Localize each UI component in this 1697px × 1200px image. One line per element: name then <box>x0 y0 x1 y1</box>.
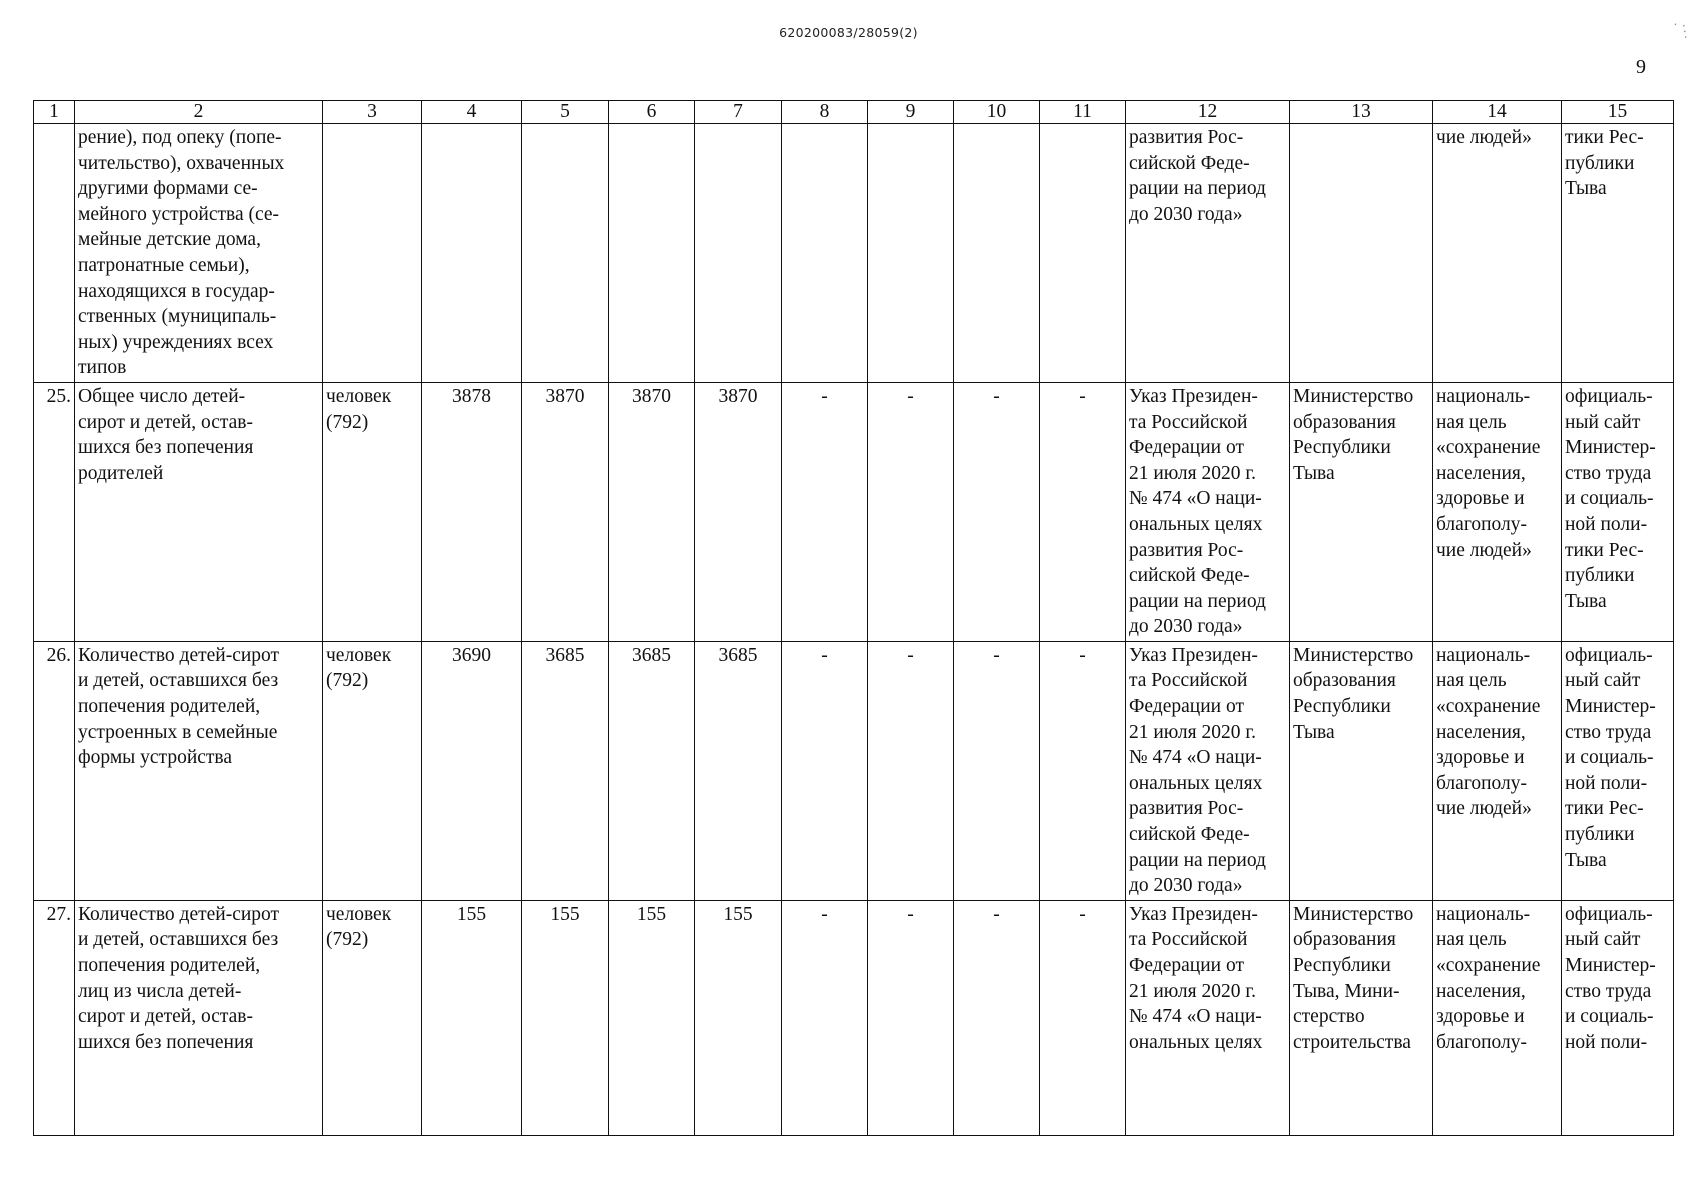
cell-line: ональных целях <box>1129 772 1263 794</box>
value-cell: - <box>1040 900 1126 1135</box>
cell-line: стерство <box>1293 1006 1365 1028</box>
cell-line: Министер- <box>1565 696 1656 718</box>
value-cell <box>695 124 782 383</box>
cell-line: та Российской <box>1129 929 1248 951</box>
cell-line: ная цель <box>1436 411 1507 433</box>
column-header-15: 15 <box>1562 101 1674 124</box>
cell-line: рации на период <box>1129 590 1266 612</box>
responsible-body <box>1290 124 1433 383</box>
cell-line: попечения родителей, <box>78 696 261 718</box>
cell-line: чие людей» <box>1436 798 1532 820</box>
cell-line: публики <box>1565 824 1635 846</box>
document-id: 620200083/28059(2) <box>779 25 918 40</box>
cell-line: та Российской <box>1129 670 1248 692</box>
cell-line: Указ Президен- <box>1129 385 1258 407</box>
cell-line: публики <box>1565 565 1635 587</box>
cell-line: шихся без попечения <box>78 1031 254 1053</box>
value-cell: - <box>954 900 1040 1135</box>
cell-line: развития Рос- <box>1129 539 1244 561</box>
cell-line: здоровье и <box>1436 488 1525 510</box>
cell-line: находящихся в государ- <box>78 280 275 302</box>
data-source <box>1562 900 1674 1135</box>
value-cell: 3685 <box>609 641 695 900</box>
value-cell <box>522 124 609 383</box>
unit-of-measure <box>323 900 422 1135</box>
cell-line: сийской Феде- <box>1129 565 1250 587</box>
cell-line: населения, <box>1436 462 1526 484</box>
cell-line: и социаль- <box>1565 488 1654 510</box>
value-cell: - <box>954 641 1040 900</box>
scan-artifact: ⋅ ⋱ <box>1669 17 1694 41</box>
column-header-7: 7 <box>695 101 782 124</box>
indicator-name <box>75 124 323 383</box>
cell-line: Министерство <box>1293 644 1414 666</box>
column-header-12: 12 <box>1126 101 1290 124</box>
cell-line: тики Рес- <box>1565 127 1644 148</box>
cell-line: Указ Президен- <box>1129 644 1258 666</box>
cell-line: рации на период <box>1129 178 1266 200</box>
cell-line: и детей, оставшихся без <box>78 670 279 692</box>
value-cell: 3870 <box>609 382 695 641</box>
value-cell <box>782 124 868 383</box>
cell-line: ство труда <box>1565 980 1652 1002</box>
cell-line: до 2030 года» <box>1129 875 1243 897</box>
cell-line: здоровье и <box>1436 1006 1525 1028</box>
cell-line: «сохранение <box>1436 696 1541 718</box>
cell-line: ный сайт <box>1565 670 1641 692</box>
value-cell: - <box>868 382 954 641</box>
cell-line: человек <box>326 903 392 925</box>
cell-line: Тыва <box>1293 462 1335 484</box>
cell-line: Федерации от <box>1129 955 1244 976</box>
cell-line: Республики <box>1293 696 1391 718</box>
data-source <box>1562 124 1674 383</box>
value-cell <box>1040 124 1126 383</box>
unit-of-measure <box>323 382 422 641</box>
cell-line: чительство), охваченных <box>78 152 285 174</box>
unit-of-measure <box>323 124 422 383</box>
indicator-name <box>75 900 323 1135</box>
value-cell <box>422 124 522 383</box>
cell-line: мейные детские дома, <box>78 229 261 251</box>
responsible-body <box>1290 382 1433 641</box>
cell-line: лиц из числа детей- <box>78 980 242 1002</box>
cell-line: ной поли- <box>1565 1031 1648 1053</box>
cell-line: устроенных в семейные <box>78 721 278 743</box>
cell-line: 21 июля 2020 г. <box>1129 462 1257 484</box>
cell-line: строительства <box>1293 1031 1411 1053</box>
value-cell: 155 <box>522 900 609 1135</box>
row-number: 25. <box>34 382 75 641</box>
cell-line: Общее число детей- <box>78 385 246 407</box>
cell-line: Количество детей-сирот <box>78 903 280 925</box>
cell-line: № 474 «О наци- <box>1129 747 1262 769</box>
table-row <box>34 382 1674 641</box>
value-cell: - <box>1040 641 1126 900</box>
cell-line: (792) <box>326 670 369 692</box>
cell-line: благополу- <box>1436 1031 1527 1053</box>
table-row <box>34 641 1674 900</box>
cell-line: сийской Феде- <box>1129 152 1250 174</box>
column-header-2: 2 <box>75 101 323 124</box>
value-cell: - <box>782 382 868 641</box>
cell-line: Тыва, Мини- <box>1293 980 1400 1002</box>
cell-line: ство труда <box>1565 721 1652 743</box>
column-header-3: 3 <box>323 101 422 124</box>
responsible-body <box>1290 900 1433 1135</box>
cell-line: националь- <box>1436 644 1531 666</box>
unit-of-measure <box>323 641 422 900</box>
cell-line: сирот и детей, остав- <box>78 1006 253 1028</box>
cell-line: Республики <box>1293 437 1391 459</box>
cell-line: ональных целях <box>1129 513 1263 535</box>
cell-line: образования <box>1293 670 1396 692</box>
column-number-row <box>34 101 1674 124</box>
value-cell: 155 <box>609 900 695 1135</box>
cell-line: формы устройства <box>78 747 233 769</box>
cell-line: Министерство <box>1293 385 1414 407</box>
value-cell: - <box>868 900 954 1135</box>
cell-line: образования <box>1293 929 1396 951</box>
value-cell: 3690 <box>422 641 522 900</box>
table-row <box>34 124 1674 383</box>
value-cell: - <box>868 641 954 900</box>
cell-line: «сохранение <box>1436 955 1541 976</box>
cell-line: 21 июля 2020 г. <box>1129 721 1257 743</box>
cell-line: до 2030 года» <box>1129 203 1243 225</box>
cell-line: и детей, оставшихся без <box>78 929 279 951</box>
column-header-1: 1 <box>34 101 75 124</box>
row-number: 26. <box>34 641 75 900</box>
cell-line: образования <box>1293 411 1396 433</box>
cell-line: развития Рос- <box>1129 127 1244 148</box>
cell-line: Федерации от <box>1129 437 1244 459</box>
cell-line: «сохранение <box>1436 437 1541 459</box>
cell-line: Федерации от <box>1129 696 1244 718</box>
value-cell: 3685 <box>695 641 782 900</box>
row-number <box>34 124 75 383</box>
cell-line: мейного устройства (се- <box>78 203 280 225</box>
column-header-9: 9 <box>868 101 954 124</box>
cell-line: ная цель <box>1436 670 1507 692</box>
cell-line: рение), под опеку (попе- <box>78 127 282 148</box>
column-header-10: 10 <box>954 101 1040 124</box>
cell-line: официаль- <box>1565 385 1653 407</box>
cell-line: населения, <box>1436 721 1526 743</box>
cell-line: ственных (муниципаль- <box>78 306 277 328</box>
cell-line: родителей <box>78 462 164 484</box>
cell-line: попечения родителей, <box>78 955 261 976</box>
cell-line: человек <box>326 385 392 407</box>
cell-line: националь- <box>1436 903 1531 925</box>
cell-line: официаль- <box>1565 903 1653 925</box>
data-source <box>1562 641 1674 900</box>
cell-line: сийской Феде- <box>1129 824 1250 846</box>
cell-line: Министерство <box>1293 903 1414 925</box>
cell-line: официаль- <box>1565 644 1653 666</box>
legal-basis <box>1126 641 1290 900</box>
value-cell: - <box>1040 382 1126 641</box>
value-cell: - <box>782 641 868 900</box>
legal-basis <box>1126 124 1290 383</box>
cell-line: благополу- <box>1436 772 1527 794</box>
cell-line: чие людей» <box>1436 539 1532 561</box>
cell-line: Республики <box>1293 955 1391 976</box>
cell-line: Министер- <box>1565 955 1656 976</box>
legal-basis <box>1126 382 1290 641</box>
indicators-table <box>33 100 1674 1136</box>
value-cell: 155 <box>695 900 782 1135</box>
cell-line: (792) <box>326 411 369 433</box>
row-number: 27. <box>34 900 75 1135</box>
responsible-body <box>1290 641 1433 900</box>
column-header-13: 13 <box>1290 101 1433 124</box>
indicator-name <box>75 641 323 900</box>
cell-line: и социаль- <box>1565 747 1654 769</box>
value-cell <box>609 124 695 383</box>
data-source <box>1562 382 1674 641</box>
cell-line: шихся без попечения <box>78 437 254 459</box>
cell-line: ный сайт <box>1565 411 1641 433</box>
cell-line: Количество детей-сирот <box>78 644 280 666</box>
cell-line: 21 июля 2020 г. <box>1129 980 1257 1002</box>
column-header-5: 5 <box>522 101 609 124</box>
value-cell: 155 <box>422 900 522 1135</box>
national-goal <box>1433 124 1562 383</box>
table-row <box>34 900 1674 1135</box>
cell-line: развития Рос- <box>1129 798 1244 820</box>
column-header-4: 4 <box>422 101 522 124</box>
column-header-8: 8 <box>782 101 868 124</box>
cell-line: та Российской <box>1129 411 1248 433</box>
cell-line: ных) учреждениях всех <box>78 331 274 353</box>
cell-line: Министер- <box>1565 437 1656 459</box>
cell-line: здоровье и <box>1436 747 1525 769</box>
cell-line: ство труда <box>1565 462 1652 484</box>
national-goal <box>1433 382 1562 641</box>
cell-line: тики Рес- <box>1565 798 1644 820</box>
cell-line: публики <box>1565 152 1635 174</box>
cell-line: человек <box>326 644 392 666</box>
national-goal <box>1433 641 1562 900</box>
value-cell: 3870 <box>522 382 609 641</box>
cell-line: населения, <box>1436 980 1526 1002</box>
cell-line: (792) <box>326 929 369 951</box>
cell-line: националь- <box>1436 385 1531 407</box>
cell-line: ная цель <box>1436 929 1507 951</box>
cell-line: другими формами се- <box>78 178 258 200</box>
value-cell: 3878 <box>422 382 522 641</box>
value-cell: - <box>954 382 1040 641</box>
value-cell: 3870 <box>695 382 782 641</box>
cell-line: Тыва <box>1565 849 1607 871</box>
cell-line: ональных целях <box>1129 1031 1263 1053</box>
cell-line: типов <box>78 357 127 379</box>
column-header-11: 11 <box>1040 101 1126 124</box>
value-cell <box>868 124 954 383</box>
cell-line: Тыва <box>1565 178 1607 200</box>
column-header-14: 14 <box>1433 101 1562 124</box>
cell-line: тики Рес- <box>1565 539 1644 561</box>
page-number: 9 <box>1636 56 1646 78</box>
cell-line: благополу- <box>1436 513 1527 535</box>
indicator-name <box>75 382 323 641</box>
cell-line: ной поли- <box>1565 513 1648 535</box>
cell-line: ной поли- <box>1565 772 1648 794</box>
cell-line: сирот и детей, остав- <box>78 411 253 433</box>
cell-line: Тыва <box>1293 721 1335 743</box>
cell-line: чие людей» <box>1436 127 1532 148</box>
cell-line: Указ Президен- <box>1129 903 1258 925</box>
column-header-6: 6 <box>609 101 695 124</box>
cell-line: № 474 «О наци- <box>1129 488 1262 510</box>
legal-basis <box>1126 900 1290 1135</box>
value-cell: 3685 <box>522 641 609 900</box>
value-cell: - <box>782 900 868 1135</box>
cell-line: ный сайт <box>1565 929 1641 951</box>
cell-line: Тыва <box>1565 590 1607 612</box>
cell-line: рации на период <box>1129 849 1266 871</box>
national-goal <box>1433 900 1562 1135</box>
cell-line: до 2030 года» <box>1129 616 1243 638</box>
cell-line: патронатные семьи), <box>78 254 250 276</box>
value-cell <box>954 124 1040 383</box>
cell-line: и социаль- <box>1565 1006 1654 1028</box>
cell-line: № 474 «О наци- <box>1129 1006 1262 1028</box>
